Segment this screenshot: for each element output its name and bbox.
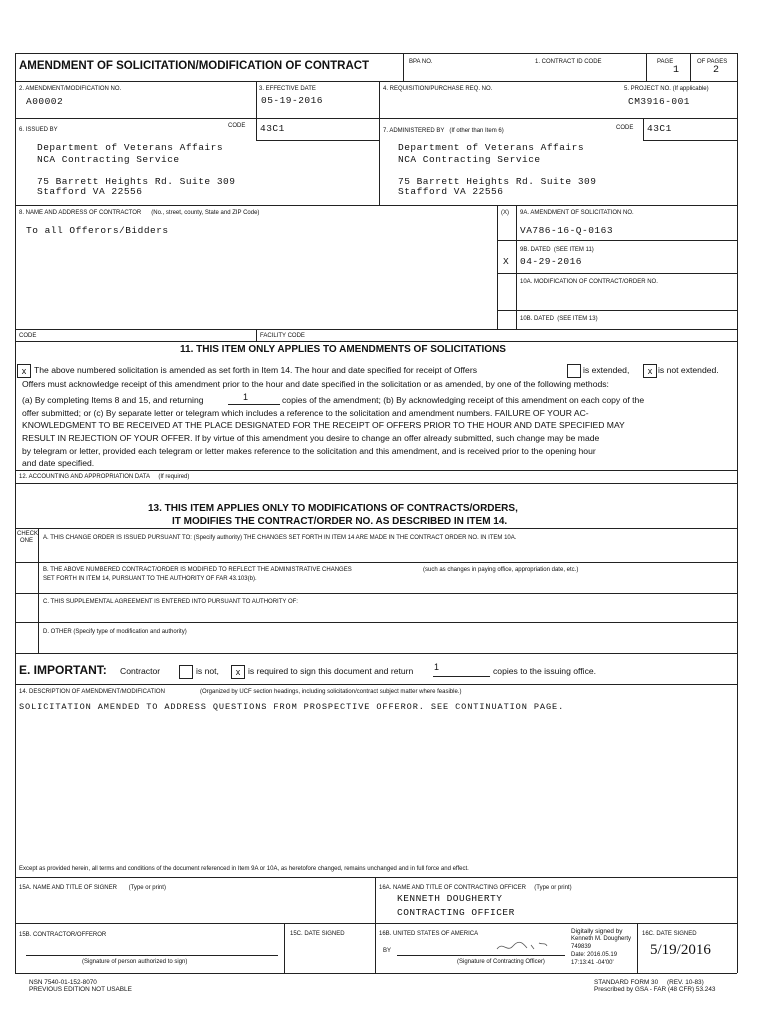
section11-copies-value: 1: [243, 392, 249, 402]
section13-option-b-note: (such as changes in paying office, appropriation date, etc.): [423, 567, 579, 573]
issued-code-label: CODE: [228, 123, 246, 129]
project-no-label: 5. PROJECT NO. (If applicable): [624, 86, 709, 92]
important-contractor: Contractor: [120, 666, 161, 676]
item9b-label: 9B. DATED (SEE ITEM 11): [520, 247, 594, 253]
amendment-no: A00002: [26, 96, 64, 107]
important-tail: copies to the issuing office.: [493, 666, 597, 676]
bpa-label: BPA NO.: [409, 59, 433, 65]
section11-line1: The above numbered solicitation is amended as set forth in Item 14. The hour and date specified for receipt of Offers: [34, 365, 477, 375]
facility-code-label: FACILITY CODE: [260, 333, 305, 339]
item16c-label: 16C. DATE SIGNED: [642, 931, 697, 937]
section13-option-d[interactable]: D. OTHER (Specify type of modification and authority): [43, 629, 187, 635]
sig-person-note: (Signature of person authorized to sign): [82, 959, 188, 965]
not-extended-label: is not extended.: [658, 365, 719, 375]
of-pages-label: OF PAGES: [697, 59, 728, 65]
item9a-label: 9A. AMENDMENT OF SOLICITATION NO.: [520, 210, 634, 216]
administered-code: 43C1: [647, 123, 672, 134]
item16b-label: 16B. UNITED STATES OF AMERICA: [379, 931, 479, 937]
amendment-no-label: 2. AMENDMENT/MODIFICATION NO.: [19, 86, 122, 92]
issued-code: 43C1: [260, 123, 285, 134]
section11-title: 11. THIS ITEM ONLY APPLIES TO AMENDMENTS OF SOLICITATIONS: [180, 344, 506, 355]
section13-option-b-line2: SET FORTH IN ITEM 14, PURSUANT TO THE AUTHORITY OF FAR 43.103(b).: [43, 576, 257, 582]
item15b-label: 15B. CONTRACTOR/OFFEROR: [19, 932, 107, 938]
not-extended-checkbox[interactable]: x: [643, 364, 657, 378]
nsn-number: NSN 7540-01-152-8070: [29, 979, 97, 986]
previous-edition: PREVIOUS EDITION NOT USABLE: [29, 986, 132, 993]
section13-title-1: 13. THIS ITEM APPLIES ONLY TO MODIFICATIONS OF CONTRACTS/ORDERS,: [148, 503, 518, 514]
check-one-label-2: ONE: [20, 538, 34, 544]
section11-line2: Offers must acknowledge receipt of this amendment prior to the hour and date specified in the solicitation or as amended, by one of the following methods:: [22, 379, 609, 389]
of-pages-value: 2: [713, 65, 720, 76]
item9-x-mark: X: [503, 256, 510, 267]
item9b-value: 04-29-2016: [520, 256, 583, 267]
contractor-label: 8. NAME AND ADDRESS OF CONTRACTOR (No., street, county, State and ZIP Code): [19, 210, 260, 216]
section13-title-2: IT MODIFIES THE CONTRACT/ORDER NO. AS DESCRIBED IN ITEM 14.: [172, 516, 508, 527]
item14-text: SOLICITATION AMENDED TO ADDRESS QUESTIONS FROM PROSPECTIVE OFFEROR. SEE CONTINUATION PAGE.: [19, 702, 565, 712]
effective-date-label: 3. EFFECTIVE DATE: [259, 86, 316, 92]
section11-amended-checkbox[interactable]: x: [17, 364, 31, 378]
item14-label: 14. DESCRIPTION OF AMENDMENT/MODIFICATION: [19, 689, 165, 695]
extended-label: is extended,: [583, 365, 630, 375]
item14-note: (Organized by UCF section headings, including solicitation/contract subject matter where feasible.): [200, 689, 462, 695]
prescribed-by: Prescribed by GSA - FAR (48 CFR) 53.243: [594, 986, 716, 993]
important-copies: 1: [434, 662, 440, 672]
effective-date: 05-19-2016: [261, 95, 324, 106]
check-one-label-1: CHECK: [17, 531, 39, 537]
item16a-label: 16A. NAME AND TITLE OF CONTRACTING OFFICER (Type or print): [379, 885, 572, 891]
page-value: 1: [673, 65, 680, 76]
project-no: CM3916-001: [628, 96, 691, 107]
item9a-value: VA786-16-Q-0163: [520, 225, 614, 236]
item12-label: 12. ACCOUNTING AND APPROPRIATION DATA (If required): [19, 474, 190, 480]
is-required-checkbox[interactable]: x: [231, 665, 245, 679]
extended-checkbox[interactable]: [567, 364, 581, 378]
signature-scribble: [495, 937, 555, 955]
officer-title: CONTRACTING OFFICER: [397, 907, 515, 918]
except-text: Except as provided herein, all terms and conditions of the document referenced in Item 9A or 10A, as heretofore changed, remains unchanged and in full force and effect.: [19, 866, 469, 872]
important-is-not: is not,: [196, 666, 219, 676]
is-not-checkbox[interactable]: [179, 665, 193, 679]
date-signed: 5/19/2016: [650, 942, 711, 958]
section13-option-b-line1[interactable]: B. THE ABOVE NUMBERED CONTRACT/ORDER IS MODIFIED TO REFLECT THE ADMINISTRATIVE CHANGES: [43, 567, 352, 573]
issued-by-label: 6. ISSUED BY: [19, 127, 58, 133]
page-label: PAGE: [657, 59, 674, 65]
standard-form: STANDARD FORM 30 (REV. 10-83): [594, 979, 704, 986]
administered-label: 7. ADMINISTERED BY (If other than Item 6): [383, 128, 504, 134]
contract-id-label: 1. CONTRACT ID CODE: [535, 59, 602, 65]
by-label: BY: [383, 948, 392, 954]
contractor-value: To all Offerors/Bidders: [26, 225, 169, 236]
code-bottom-label: CODE: [19, 333, 37, 339]
item10a-label: 10A. MODIFICATION OF CONTRACT/ORDER NO.: [520, 279, 658, 285]
section11-para-b: copies of the amendment; (b) By acknowledging receipt of this amendment on each copy of the: [282, 395, 645, 405]
requisition-label: 4. REQUISITION/PURCHASE REQ. NO.: [383, 86, 493, 92]
section13-option-a[interactable]: A. THIS CHANGE ORDER IS ISSUED PURSUANT TO: (Specify authority) THE CHANGES SET FORTH IN ITEM 14 ARE MADE IN THE CONTRACT ORDER NO. IN ITEM 10A.: [43, 535, 517, 541]
section13-option-c[interactable]: C. THIS SUPPLEMENTAL AGREEMENT IS ENTERED INTO PURSUANT TO AUTHORITY OF:: [43, 599, 298, 605]
x-column-label: (X): [501, 210, 509, 216]
sig-officer-note: (Signature of Contracting Officer): [457, 959, 545, 965]
important-label: E. IMPORTANT:: [19, 663, 107, 677]
item15a-label: 15A. NAME AND TITLE OF SIGNER (Type or print): [19, 885, 166, 891]
item15c-label: 15C. DATE SIGNED: [290, 931, 345, 937]
administered-code-label: CODE: [616, 125, 634, 131]
section11-para-a: (a) By completing Items 8 and 15, and returning: [22, 395, 204, 405]
item10b-label: 10B. DATED (SEE ITEM 13): [520, 316, 598, 322]
form-title: AMENDMENT OF SOLICITATION/MODIFICATION OF CONTRACT: [19, 60, 370, 72]
important-required: is required to sign this document and return: [248, 666, 414, 676]
officer-name: KENNETH DOUGHERTY: [397, 893, 503, 904]
